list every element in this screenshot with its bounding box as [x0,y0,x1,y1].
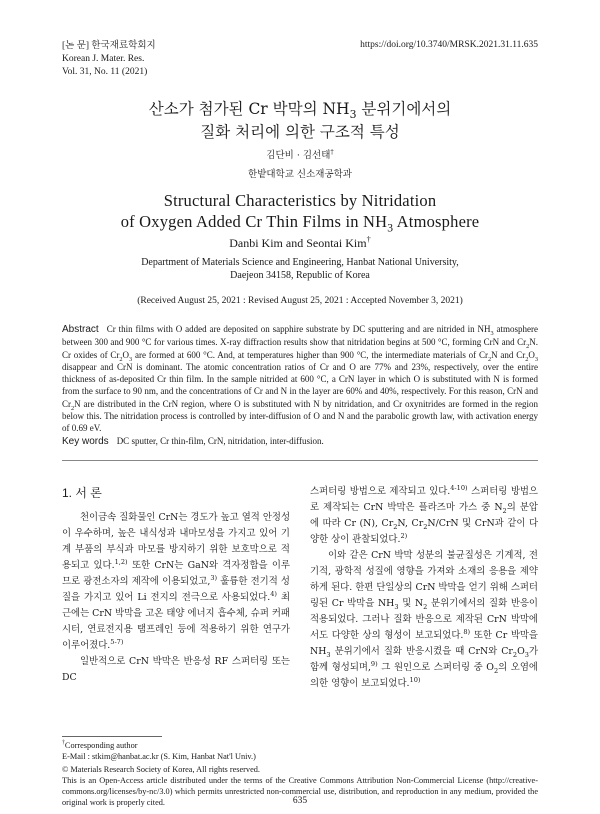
journal-volume: Vol. 31, No. 11 (2021) [62,67,148,77]
abstract-label: Abstract [62,324,99,335]
journal-info [62,40,156,79]
paragraph: 이와 같은 CrN 박막 성분의 불균질성은 기계적, 전기적, 광학적 성질에 영향을 가져와 소재의 응용을 제약하게 된다. 한편 단일상의 CrN 박막을 얻기 위해 스퍼터링된 Cr 박막을 $NH_3$ 및 $N_2$ 분위기에서의 질화 반응이 적용되었다. 그러나 질화 반응으로 제작된 CrN 박막에서도 다양한 상의 형성이 보고되었다.$^{8)}$ 또한 Cr 박막을 $NH_3$ 분위기에서 질화 반응시켰을 때 CrN와 $Cr_2O_3$가 함께 형성되며,$^{9)}$ 그 원인으로 스퍼터링 중 $O_2$의 오염에 의한 영향이 보고되었다.$^{10)}$ [310,550,538,689]
paragraph: 일반적으로 CrN 박막은 반응성 RF 스퍼터링 또는 DC [62,656,290,683]
page-number: 635 [292,796,308,806]
section-heading-introduction: 1. 서 론 [62,486,102,500]
copyright-notice: © Materials Research Society of Korea, All rights reserved. This is an Open-Access article distributed under the terms of the Creative Commons Attribution Non-Commercial License (http://creative-commons.org/licenses/by-nc/3.0) which permits unrestricted non-commercial use, distribution, and reproduction in any medium, provided the original work is properly cited. [62,765,538,807]
received-dates: (Received August 25, 2021 : Revised August 25, 2021 : Accepted November 3, 2021) [137,296,463,306]
body-column-left [62,510,290,686]
section-divider [62,460,538,461]
authors-korean: 김단비 · 김선태† [266,147,334,161]
author-email[interactable]: E-Mail : stkim@hanbat.ac.kr (S. Kim, Hanbat Nat'l Univ.) [62,752,256,761]
title-english: Structural Characteristics by Nitridation of Oxygen Added Cr Thin Films in $NH_3$ Atmosphere [120,191,480,235]
journal-name-en: Korean J. Mater. Res. [62,54,145,64]
title-korean: 산소가 첨가된 Cr 박막의 $NH_3$ 분위기에서의 질화 처리에 의한 구조적 특성 [148,100,452,141]
authors-english: Danbi Kim and Seontai Kim† [229,235,371,250]
footnote-divider [62,736,162,737]
body-column-right [310,484,538,692]
corresponding-author-footnote: †Corresponding author E-Mail : stkim@hanbat.ac.kr (S. Kim, Hanbat Nat'l Univ.) [62,740,256,761]
keywords: Key words DC sputter, Cr thin-film, CrN, nitridation, inter-diffusion. [62,436,324,447]
doi-link[interactable]: https://doi.org/10.3740/MRSK.2021.31.11.635 [360,40,538,50]
journal-name-kr: [논 문] 한국재료학회지 [62,41,156,51]
affiliation-korean: 한밭대학교 신소재공학과 [248,169,352,180]
paragraph: 스퍼터링 방법으로 제작되고 있다.$^{4-10)}$ 스퍼터링 방법으로 제작되는 CrN 박막은 플라즈마 가스 중 $N_2$의 분압에 따라 Cr (N), $Cr_2N$, $Cr_2N$/CrN 및 CrN과 같이 다양한 상이 관찰되었다.$^{2)}$ [310,483,539,545]
paragraph: 천이금속 질화물인 CrN는 경도가 높고 열적 안정성이 우수하며, 높은 내식성과 내마모성을 가지고 있어 기계 부품의 부식과 마모를 방지하기 위한 보호막으로 적용되고 있다.$^{1,2)}$ 또한 CrN는 GaN와 격자정합을 이루므로 광전소자의 제작에 이용되었고,$^{3)}$ 훌륭한 전기적 성질을 가지고 있어 Li 전지의 전극으로 사용되었다.$^{4)}$ 최근에는 CrN 박막을 고온 태양 에너지 흡수체, 슈퍼 커패시터, 연료전지용 탬프레인 등에 적용하기 위한 연구가 이루어졌다.$^{5-7)}$ [62,512,290,651]
keywords-label: Key words [62,436,109,447]
abstract: Abstract Cr thin films with O added are deposited on sapphire substrate by DC sputtering and are nitrided in $NH_3$ atmosphere between 300 and 900 °C for various times. X-ray diffraction results show that nitridation begins at 500 °C, forming CrN and $Cr_2N$. Cr oxides of $Cr_2O_3$ are formed at 600 °C. And, at temperatures higher than 900 °C, the intermediate materials of $Cr_2N$ and $Cr_2O_3$ disappear and CrN is dominant. The atomic concentration ratios of Cr and O are 77% and 23%, respectively, over the entire thickness of as-deposited Cr thin film. In the sample nitrided at 600 °C, a CrN layer in which O is substituted with N is formed from the surface to 90 nm, and the concentrations of Cr and N in the layer are 60% and 40%, respectively. For this reason, CrN and $Cr_2N$ are distributed in the CrN region, where O is substituted with N by nitridation, and Cr oxynitrides are formed in the region below this. The nitridation process is controlled by inter-diffusion of O and N and the parabolic growth law, with activation energy of 0.69 eV. [62,324,539,434]
affiliation-english: Department of Materials Science and Engineering, Hanbat National University, Daejeon 34158, Republic of Korea [141,257,459,281]
